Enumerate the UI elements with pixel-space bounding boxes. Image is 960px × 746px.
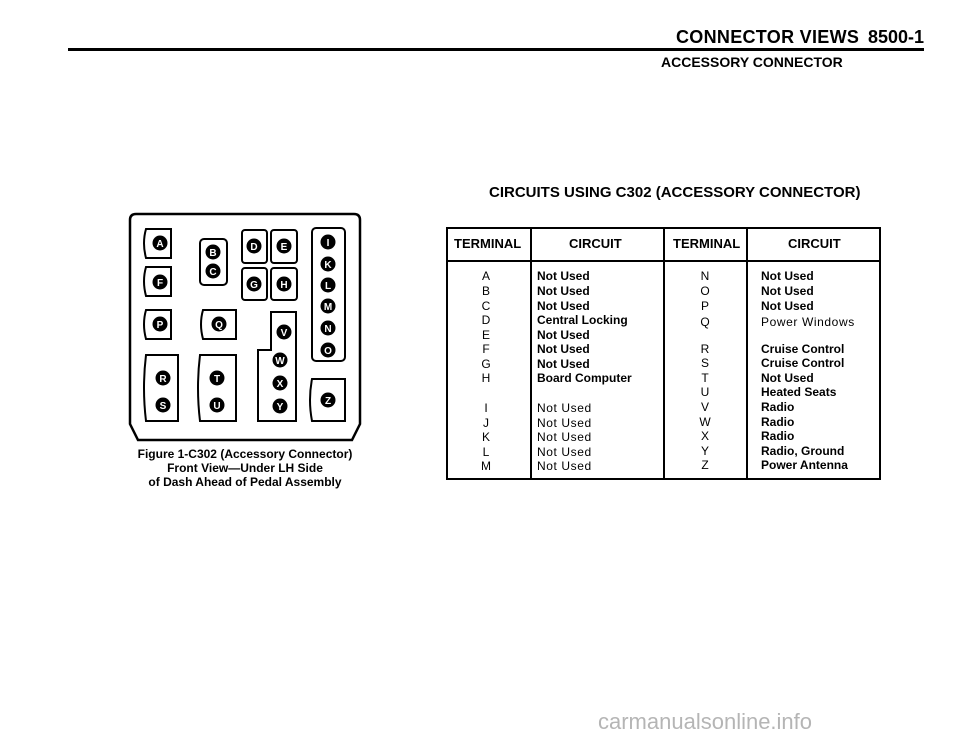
pin-q	[212, 317, 227, 332]
svg-text:O: O	[324, 345, 332, 357]
circuit-cell: Not Used	[537, 401, 592, 415]
section-title: CONNECTOR VIEWS	[676, 27, 860, 47]
circuit-cell: Not Used	[761, 269, 814, 283]
svg-text:R: R	[159, 373, 167, 385]
circuit-table	[446, 227, 881, 480]
connector-diagram	[128, 212, 362, 444]
column-header-terminal: TERMINAL	[673, 236, 741, 251]
circuit-cell: Not Used	[537, 269, 590, 283]
terminal-cell: E	[481, 328, 490, 342]
circuit-cell: Power Windows	[761, 315, 855, 329]
svg-text:I: I	[326, 237, 330, 249]
svg-text:P: P	[156, 319, 164, 331]
circuit-cell: Not Used	[761, 299, 814, 313]
circuit-cell: Not Used	[537, 342, 590, 356]
pin-v	[277, 325, 292, 340]
pin-f	[153, 275, 168, 290]
caption-line-1: Figure 1-C302 (Accessory Connector)	[137, 447, 353, 461]
caption-line-3: of Dash Ahead of Pedal Assembly	[148, 475, 342, 489]
pin-y	[273, 399, 288, 414]
terminal-cell: V	[700, 400, 709, 414]
pin-o	[321, 343, 336, 358]
column-header-circuit: CIRCUIT	[569, 236, 622, 251]
circuit-cell: Radio	[761, 429, 795, 443]
svg-text:T: T	[213, 373, 221, 385]
terminal-cell: Q	[700, 315, 710, 329]
svg-text:C: C	[209, 266, 217, 278]
terminal-cell: U	[700, 385, 710, 399]
section-subtitle: ACCESSORY CONNECTOR	[661, 54, 843, 70]
svg-text:N: N	[324, 323, 332, 335]
svg-text:U: U	[213, 400, 221, 412]
terminal-cell: D	[481, 313, 491, 327]
circuit-cell: Not Used	[537, 416, 592, 430]
terminal-cell: M	[481, 459, 491, 473]
svg-text:Y: Y	[276, 401, 284, 413]
circuit-cell: Radio	[761, 415, 795, 429]
circuit-cell: Radio	[761, 400, 795, 414]
svg-text:Q: Q	[215, 319, 223, 331]
pin-c	[206, 264, 221, 279]
terminal-cell: T	[701, 371, 709, 385]
pin-s	[156, 398, 171, 413]
terminal-cell: G	[481, 357, 491, 371]
header-rule	[68, 48, 924, 51]
circuit-cell: Not Used	[537, 430, 592, 444]
pin-t	[210, 371, 225, 386]
svg-text:E: E	[280, 241, 288, 253]
table-divider	[663, 229, 665, 478]
terminal-cell: O	[700, 284, 710, 298]
circuit-cell: Not Used	[537, 284, 590, 298]
circuit-cell: Not Used	[537, 328, 590, 342]
circuit-cell: Board Computer	[537, 371, 632, 385]
caption-line-2: Front View—Under LH Side	[167, 461, 323, 475]
svg-text:S: S	[159, 400, 167, 412]
pin-k	[321, 257, 336, 272]
circuit-cell: Not Used	[761, 284, 814, 298]
terminal-cell: A	[481, 269, 490, 283]
svg-text:A: A	[156, 238, 164, 250]
pin-w	[273, 353, 288, 368]
figure-caption	[128, 447, 362, 489]
terminal-cell: Z	[701, 458, 709, 472]
circuit-cell: Not Used	[537, 299, 590, 313]
terminal-cell: K	[481, 430, 490, 444]
circuit-cell: Radio, Ground	[761, 444, 845, 458]
svg-text:M: M	[323, 301, 333, 313]
svg-text:Z: Z	[324, 395, 332, 407]
terminal-cell: J	[483, 416, 489, 430]
pin-d	[247, 239, 262, 254]
terminal-cell: F	[482, 342, 490, 356]
pin-b	[206, 245, 221, 260]
pin-h	[277, 277, 292, 292]
circuit-cell: Cruise Control	[761, 356, 845, 370]
circuit-cell: Not Used	[537, 445, 592, 459]
circuit-cell: Heated Seats	[761, 385, 837, 399]
circuit-cell: Not Used	[761, 371, 814, 385]
terminal-cell: S	[700, 356, 709, 370]
svg-text:K: K	[324, 259, 332, 271]
pin-e	[277, 239, 292, 254]
svg-text:V: V	[280, 327, 288, 339]
pin-a	[153, 236, 168, 251]
pin-m	[321, 299, 336, 314]
table-header-rule	[448, 260, 879, 262]
circuit-cell: Cruise Control	[761, 342, 845, 356]
pin-r	[156, 371, 171, 386]
svg-text:D: D	[250, 241, 258, 253]
terminal-cell: C	[481, 299, 491, 313]
terminal-cell: B	[481, 284, 490, 298]
terminal-cell: W	[699, 415, 711, 429]
svg-text:L: L	[324, 280, 332, 292]
column-header-circuit: CIRCUIT	[788, 236, 841, 251]
circuit-cell: Central Locking	[537, 313, 628, 327]
circuit-cell: Not Used	[537, 459, 592, 473]
pin-i	[321, 235, 336, 250]
svg-text:W: W	[275, 355, 285, 367]
pin-p	[153, 317, 168, 332]
pin-n	[321, 321, 336, 336]
table-divider	[530, 229, 532, 478]
terminal-cell: Y	[700, 444, 709, 458]
svg-text:X: X	[276, 378, 284, 390]
svg-text:F: F	[156, 277, 164, 289]
terminal-cell: H	[481, 371, 491, 385]
svg-text:G: G	[250, 279, 258, 291]
pin-g	[247, 277, 262, 292]
terminal-cell: X	[700, 429, 709, 443]
terminal-cell: L	[482, 445, 490, 459]
circuit-cell: Not Used	[537, 357, 590, 371]
page-number: 8500-1	[868, 27, 925, 47]
column-header-terminal: TERMINAL	[454, 236, 522, 251]
table-divider	[746, 229, 748, 478]
svg-text:B: B	[209, 247, 217, 259]
pin-l	[321, 278, 336, 293]
circuit-cell: Power Antenna	[761, 458, 848, 472]
table-title: CIRCUITS USING C302 (ACCESSORY CONNECTOR)	[489, 184, 861, 201]
terminal-cell: P	[700, 299, 709, 313]
watermark: carmanualsonline.info	[598, 709, 813, 734]
terminal-cell: R	[700, 342, 710, 356]
terminal-cell: N	[700, 269, 710, 283]
pin-z	[321, 393, 336, 408]
terminal-cell: I	[484, 401, 488, 415]
svg-text:H: H	[280, 279, 288, 291]
pin-x	[273, 376, 288, 391]
pin-u	[210, 398, 225, 413]
